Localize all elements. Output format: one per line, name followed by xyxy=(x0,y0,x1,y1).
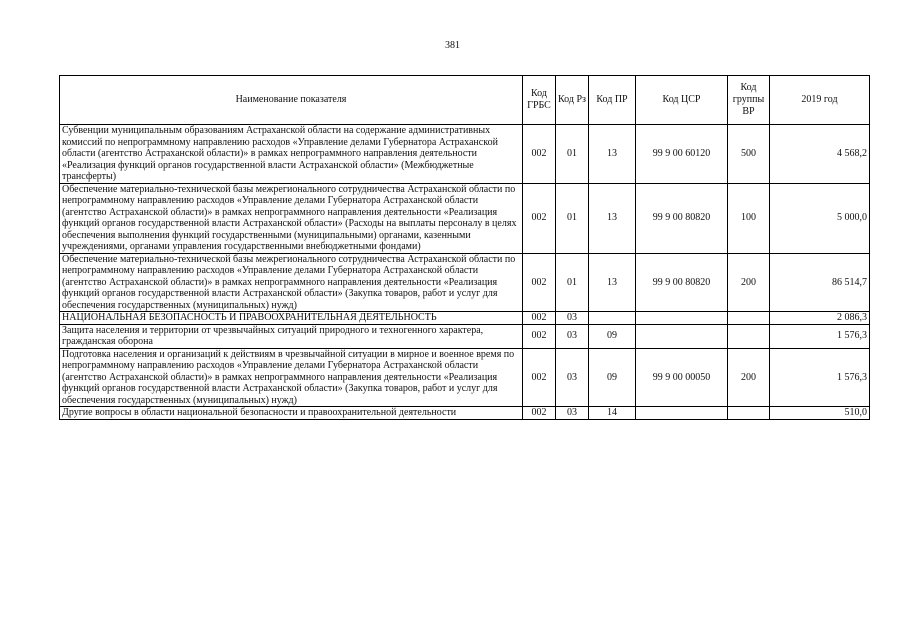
table-row xyxy=(60,348,870,407)
row-amount: 86 514,7 xyxy=(770,253,870,312)
row-vr: 500 xyxy=(728,125,770,184)
row-amount: 4 568,2 xyxy=(770,125,870,184)
table-row xyxy=(60,125,870,184)
row-rz: 01 xyxy=(556,253,589,312)
row-vr xyxy=(728,312,770,325)
budget-table xyxy=(59,75,870,420)
row-grbs: 002 xyxy=(523,312,556,325)
row-pr: 09 xyxy=(589,324,636,348)
row-csr: 99 9 00 00050 xyxy=(636,348,728,407)
row-pr: 14 xyxy=(589,407,636,420)
row-name: Подготовка населения и организаций к действиям в чрезвычайной ситуации в мирное и военное время по непрограммному направлению расходов «Управление делами Губернатора Астраханской области (агентство Астраханской области)» в рамках непрограммного направления деятельности «Реализация функций органов государственной власти Астраханской области» (Закупка товаров, работ и услуг для обеспечения государственных (муниципальных) нужд) xyxy=(60,348,523,407)
row-rz: 03 xyxy=(556,324,589,348)
row-vr xyxy=(728,407,770,420)
row-amount: 5 000,0 xyxy=(770,183,870,253)
row-csr: 99 9 00 60120 xyxy=(636,125,728,184)
row-pr xyxy=(589,312,636,325)
row-vr: 200 xyxy=(728,348,770,407)
row-amount: 510,0 xyxy=(770,407,870,420)
row-csr: 99 9 00 80820 xyxy=(636,253,728,312)
row-rz: 03 xyxy=(556,348,589,407)
row-vr xyxy=(728,324,770,348)
table-row xyxy=(60,324,870,348)
table-row xyxy=(60,253,870,312)
row-vr: 100 xyxy=(728,183,770,253)
row-name: Обеспечение материально-технической базы межрегионального сотрудничества Астраханской области по непрограммному направлению расходов «Управление делами Губернатора Астраханской области (агентство Астраханской области)» в рамках непрограммного направления деятельности «Реализация функций органов государственной власти Астраханской области» (Расходы на выплаты персоналу в целях обеспечения выполнения функций государственными (муниципальными) органами, казенными учреждениями, органами управления государственными внебюджетными фондами) xyxy=(60,183,523,253)
table-row xyxy=(60,312,870,325)
header-grbs: Код ГРБС xyxy=(523,76,556,125)
row-grbs: 002 xyxy=(523,348,556,407)
header-year: 2019 год xyxy=(770,76,870,125)
row-grbs: 002 xyxy=(523,324,556,348)
row-pr: 09 xyxy=(589,348,636,407)
row-rz: 01 xyxy=(556,125,589,184)
row-name: Защита населения и территории от чрезвычайных ситуаций природного и техногенного характера, гражданская оборона xyxy=(60,324,523,348)
row-vr: 200 xyxy=(728,253,770,312)
row-amount: 1 576,3 xyxy=(770,348,870,407)
row-csr xyxy=(636,312,728,325)
header-vr: Код группы ВР xyxy=(728,76,770,125)
row-name: Обеспечение материально-технической базы межрегионального сотрудничества Астраханской области по непрограммному направлению расходов «Управление делами Губернатора Астраханской области (агентство Астраханской области)» в рамках непрограммного направления деятельности «Реализация функций органов государственной власти Астраханской области» (Закупка товаров, работ и услуг для обеспечения государственных (муниципальных) нужд) xyxy=(60,253,523,312)
row-grbs: 002 xyxy=(523,253,556,312)
row-grbs: 002 xyxy=(523,125,556,184)
header-rz: Код Рз xyxy=(556,76,589,125)
row-rz: 03 xyxy=(556,312,589,325)
header-pr: Код ПР xyxy=(589,76,636,125)
row-csr xyxy=(636,324,728,348)
row-grbs: 002 xyxy=(523,183,556,253)
row-name: Субвенции муниципальным образованиям Астраханской области на содержание административных комиссий по непрограммному направлению расходов «Управление делами Губернатора Астраханской области (агентство Астраханской области)» в рамках непрограммного направления деятельности «Реализация функций органов государственной власти Астраханской области» (Межбюджетные трансферты) xyxy=(60,125,523,184)
row-name: Другие вопросы в области национальной безопасности и правоохранительной деятельности xyxy=(60,407,523,420)
row-amount: 2 086,3 xyxy=(770,312,870,325)
row-csr xyxy=(636,407,728,420)
table-row xyxy=(60,183,870,253)
row-amount: 1 576,3 xyxy=(770,324,870,348)
table-row xyxy=(60,407,870,420)
table-header-row xyxy=(60,76,870,125)
row-grbs: 002 xyxy=(523,407,556,420)
row-rz: 03 xyxy=(556,407,589,420)
row-pr: 13 xyxy=(589,253,636,312)
row-rz: 01 xyxy=(556,183,589,253)
header-csr: Код ЦСР xyxy=(636,76,728,125)
row-csr: 99 9 00 80820 xyxy=(636,183,728,253)
page-number: 381 xyxy=(445,40,460,51)
row-name: НАЦИОНАЛЬНАЯ БЕЗОПАСНОСТЬ И ПРАВООХРАНИТЕЛЬНАЯ ДЕЯТЕЛЬНОСТЬ xyxy=(60,312,523,325)
row-pr: 13 xyxy=(589,125,636,184)
row-pr: 13 xyxy=(589,183,636,253)
header-name: Наименование показателя xyxy=(60,76,523,125)
